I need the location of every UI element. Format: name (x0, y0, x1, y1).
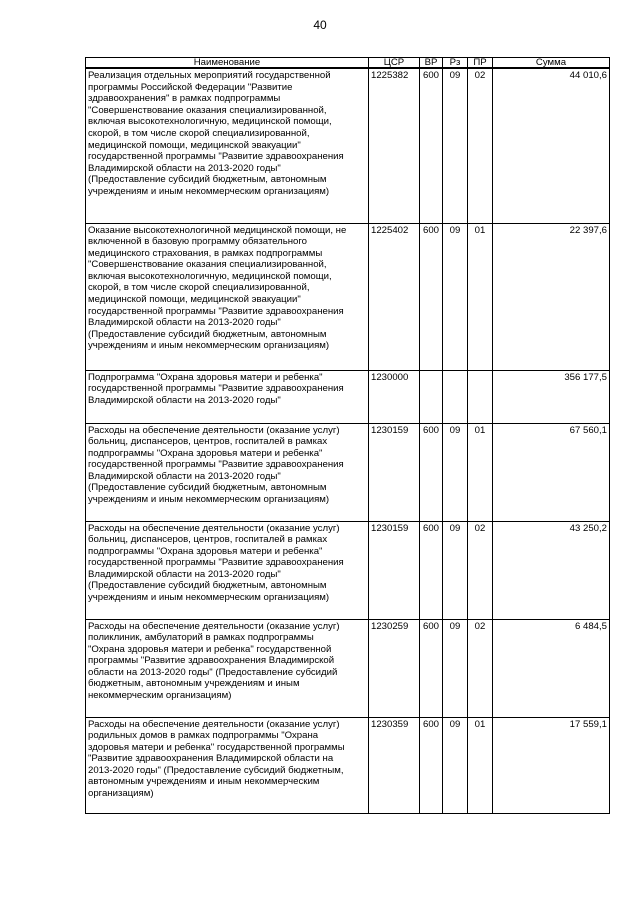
row-vr: 600 (420, 68, 443, 223)
row-vr: 600 (420, 717, 443, 813)
row-pr: 02 (468, 521, 493, 619)
row-sum: 356 177,5 (493, 370, 610, 423)
row-sum: 43 250,2 (493, 521, 610, 619)
row-pr: 02 (468, 68, 493, 223)
row-name: Оказание высокотехнологичной медицинской помощи, не включенной в базовую программу обязательного медицинского страхования, в рамках подпрограммы "Совершенствование оказания специализированной, включая высокотехнологичную, медицинской помощи, скорой, в том числе скорой специализированной, медицинской помощи, медицинской эвакуации" государственной программы "Развитие здравоохранения Владимирской области на 2013-2020 годы" (Предоставление субсидий бюджетным, автономным учреждениям и иным некоммерческим организациям) (86, 223, 369, 370)
row-csr: 1225382 (369, 68, 420, 223)
row-rz: 09 (443, 68, 468, 223)
row-name: Расходы на обеспечение деятельности (оказание услуг) родильных домов в рамках подпрограммы "Охрана здоровья матери и ребенка" государственной программы "Развитие здравоохранения Владимирской области на 2013-2020 годы" (Предоставление субсидий бюджетным, автономным учреждениям и иным некоммерческим организациям) (86, 717, 369, 813)
row-sum: 22 397,6 (493, 223, 610, 370)
row-sum: 6 484,5 (493, 619, 610, 717)
budget-table (85, 57, 610, 814)
row-name: Расходы на обеспечение деятельности (оказание услуг) больниц, диспансеров, центров, госпиталей в рамках подпрограммы "Охрана здоровья матери и ребенка" государственной программы "Развитие здравоохранения Владимирской области на 2013-2020 годы" (Предоставление субсидий бюджетным, автономным учреждениям и иным некоммерческим организациям) (86, 521, 369, 619)
row-pr (468, 370, 493, 423)
header-vr: ВР (420, 58, 443, 69)
row-vr: 600 (420, 521, 443, 619)
row-csr: 1225402 (369, 223, 420, 370)
header-rz: Рз (443, 58, 468, 69)
table-row (86, 717, 610, 813)
table-row (86, 619, 610, 717)
row-pr: 01 (468, 717, 493, 813)
row-vr: 600 (420, 619, 443, 717)
table-row (86, 423, 610, 521)
header-csr: ЦСР (369, 58, 420, 69)
table-row (86, 521, 610, 619)
row-rz: 09 (443, 521, 468, 619)
row-rz: 09 (443, 423, 468, 521)
row-sum: 67 560,1 (493, 423, 610, 521)
row-name: Подпрограмма "Охрана здоровья матери и ребенка" государственной программы "Развитие здравоохранения Владимирской области на 2013-2020 годы" (86, 370, 369, 423)
row-vr: 600 (420, 223, 443, 370)
header-sum: Сумма (493, 58, 610, 69)
row-name: Расходы на обеспечение деятельности (оказание услуг) больниц, диспансеров, центров, госпиталей в рамках подпрограммы "Охрана здоровья матери и ребенка" государственной программы "Развитие здравоохранения Владимирской области на 2013-2020 годы" (Предоставление субсидий бюджетным, автономным учреждениям и иным некоммерческим организациям) (86, 423, 369, 521)
header-name: Наименование (86, 58, 369, 69)
row-name: Реализация отдельных мероприятий государственной программы Российской Федерации "Развитие здравоохранения" в рамках подпрограммы "Совершенствование оказания специализированной, включая высокотехнологичную, медицинской помощи, скорой, в том числе скорой специализированной, медицинской помощи, медицинской эвакуации" государственной программы "Развитие здравоохранения Владимирской области на 2013-2020 годы" (Предоставление субсидий бюджетным, автономным учреждениям и иным некоммерческим организациям) (86, 68, 369, 223)
row-vr: 600 (420, 423, 443, 521)
row-name: Расходы на обеспечение деятельности (оказание услуг) поликлиник, амбулаторий в рамках подпрограммы "Охрана здоровья матери и ребенка" государственной программы "Развитие здравоохранения Владимирской области на 2013-2020 годы" (Предоставление субсидий бюджетным, автономным учреждениям и иным некоммерческим организациям) (86, 619, 369, 717)
row-rz: 09 (443, 619, 468, 717)
row-rz: 09 (443, 223, 468, 370)
row-csr: 1230259 (369, 619, 420, 717)
row-csr: 1230000 (369, 370, 420, 423)
table-row (86, 370, 610, 423)
row-csr: 1230359 (369, 717, 420, 813)
row-rz: 09 (443, 717, 468, 813)
row-pr: 01 (468, 223, 493, 370)
row-sum: 17 559,1 (493, 717, 610, 813)
row-rz (443, 370, 468, 423)
row-csr: 1230159 (369, 423, 420, 521)
row-pr: 02 (468, 619, 493, 717)
table-row (86, 68, 610, 223)
page-number: 40 (313, 18, 327, 32)
row-csr: 1230159 (369, 521, 420, 619)
row-vr (420, 370, 443, 423)
header-pr: ПР (468, 58, 493, 69)
table-header-row (86, 58, 610, 69)
row-sum: 44 010,6 (493, 68, 610, 223)
table-row (86, 223, 610, 370)
row-pr: 01 (468, 423, 493, 521)
